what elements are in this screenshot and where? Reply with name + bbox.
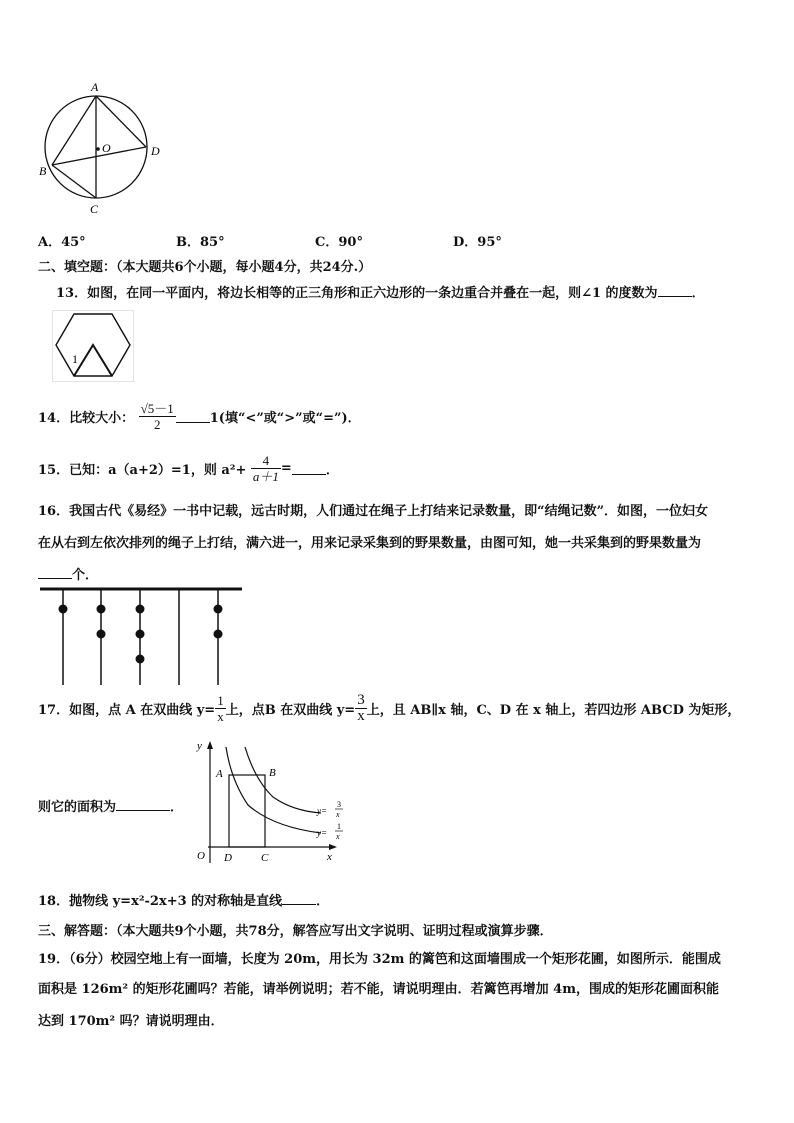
q16-knot-rope-figure — [38, 585, 248, 687]
svg-text:A: A — [216, 768, 223, 780]
question-13: 13．如图，在同一平面内，将边长相等的正三角形和正六边形的一条边重合并叠在一起，则∠1 的度数为 ． — [56, 286, 705, 301]
svg-text:D: D — [224, 852, 232, 864]
question-19-line1: 19．（6分）校园空地上有一面墙，长度为 20m，用长为 32m 的篱笆和这面墙围成一个矩形花圃，如图所示．能围成 — [38, 952, 721, 967]
label-C: C — [90, 202, 99, 216]
section-3-heading: 三、解答题：（本大题共9个小题，共78分，解答应写出文字说明、证明过程或演算步骤． — [38, 924, 553, 939]
svg-text:C: C — [261, 852, 269, 864]
question-16-line2: 在从右到左依次排列的绳子上打结，满六进一，用来记录采集到的野果数量，由图可知，她一共采集到的野果数量为 — [38, 536, 702, 551]
question-19-line3: 达到 170m² 吗？请说明理由． — [38, 1014, 224, 1029]
knot — [136, 605, 145, 614]
svg-text:x: x — [327, 851, 332, 863]
option-c: C．90° — [315, 235, 363, 250]
svg-text:x: x — [336, 832, 340, 841]
svg-text:y: y — [197, 740, 202, 752]
label-D: D — [151, 144, 160, 158]
knot — [214, 630, 223, 639]
q13-text: 13．如图，在同一平面内，将边长相等的正三角形和正六边形的一条边重合并叠在一起，则∠1 的度数为 — [56, 286, 658, 301]
knot — [97, 630, 106, 639]
answer-blank-16[interactable] — [38, 566, 72, 579]
question-17-line2: 则它的面积为 ． — [38, 800, 184, 815]
answer-blank-13[interactable] — [658, 284, 692, 297]
question-16-line1: 16．我国古代《易经》一书中记载，远古时期，人们通过在绳子上打结来记录数量，即“结绳记数”．如图，一位妇女 — [38, 504, 709, 519]
q17-fraction-1: $\frac{1}{x}$ — [217, 693, 224, 724]
q14-fraction: $\frac{√5-1}{2}$ — [140, 401, 174, 432]
answer-blank-15[interactable] — [292, 462, 326, 475]
label-B: B — [39, 164, 47, 178]
svg-text:y=: y= — [317, 806, 328, 816]
q12-circle-figure — [30, 78, 180, 218]
svg-text:1: 1 — [337, 822, 341, 831]
answer-blank-17[interactable] — [116, 798, 170, 811]
answer-blank-14[interactable] — [176, 410, 210, 423]
q15-fraction: $\frac{4}{a+1}$ — [252, 453, 279, 484]
q17-hyperbola-graph — [193, 735, 363, 870]
question-18: 18．抛物线 y=x²-2x+3 的对称轴是直线 ． — [38, 894, 330, 909]
knot — [136, 655, 145, 664]
q17-fraction-2: $\frac{3}{x}$ — [357, 692, 365, 724]
knot — [59, 605, 68, 614]
option-d: D．95° — [453, 235, 502, 250]
knot — [214, 605, 223, 614]
svg-text:y=: y= — [317, 828, 328, 838]
knot — [136, 630, 145, 639]
knot — [97, 605, 106, 614]
curve-1-over-x — [226, 747, 321, 833]
label-A: A — [91, 80, 99, 94]
angle-1-label: 1 — [72, 352, 78, 366]
label-O: O — [102, 141, 111, 155]
question-17: 17．如图，点 A 在双曲线 y= $\frac{1}{x}$ 上，点B 在双曲线 y= $\frac{3}{x}$ 上，且 AB∥x 轴，C、D 在 x 轴上，若四边形 ABCD 为矩形， — [38, 692, 741, 724]
question-15: 15．已知：a（a+2）=1，则 a²+ $\frac{4}{a+1}$ = ． — [38, 453, 339, 484]
answer-blank-18[interactable] — [282, 892, 316, 905]
svg-text:3: 3 — [337, 800, 341, 809]
question-16-line3: 个． — [38, 564, 98, 583]
curve-3-over-x — [245, 747, 321, 813]
svg-text:x: x — [336, 810, 340, 819]
section-2-heading: 二、填空题：（本大题共6个小题，每小题4分，共24分.） — [38, 260, 372, 275]
triangle — [74, 345, 112, 376]
option-a: A．45° — [38, 235, 86, 250]
option-b: B．85° — [176, 235, 225, 250]
q13-hexagon-figure — [52, 310, 134, 382]
svg-text:B: B — [269, 767, 276, 779]
question-14: 14．比较大小： $\frac{√5-1}{2}$ 1(填“<”或“>”或“=”)． — [38, 401, 361, 432]
question-19-line2: 面积是 126m² 的矩形花圃吗？若能，请举例说明；若不能，请说明理由．若篱笆再增加 4m，围成的矩形花圃面积能 — [38, 982, 719, 997]
svg-text:O: O — [197, 850, 205, 862]
rectangle-abcd — [229, 775, 265, 847]
